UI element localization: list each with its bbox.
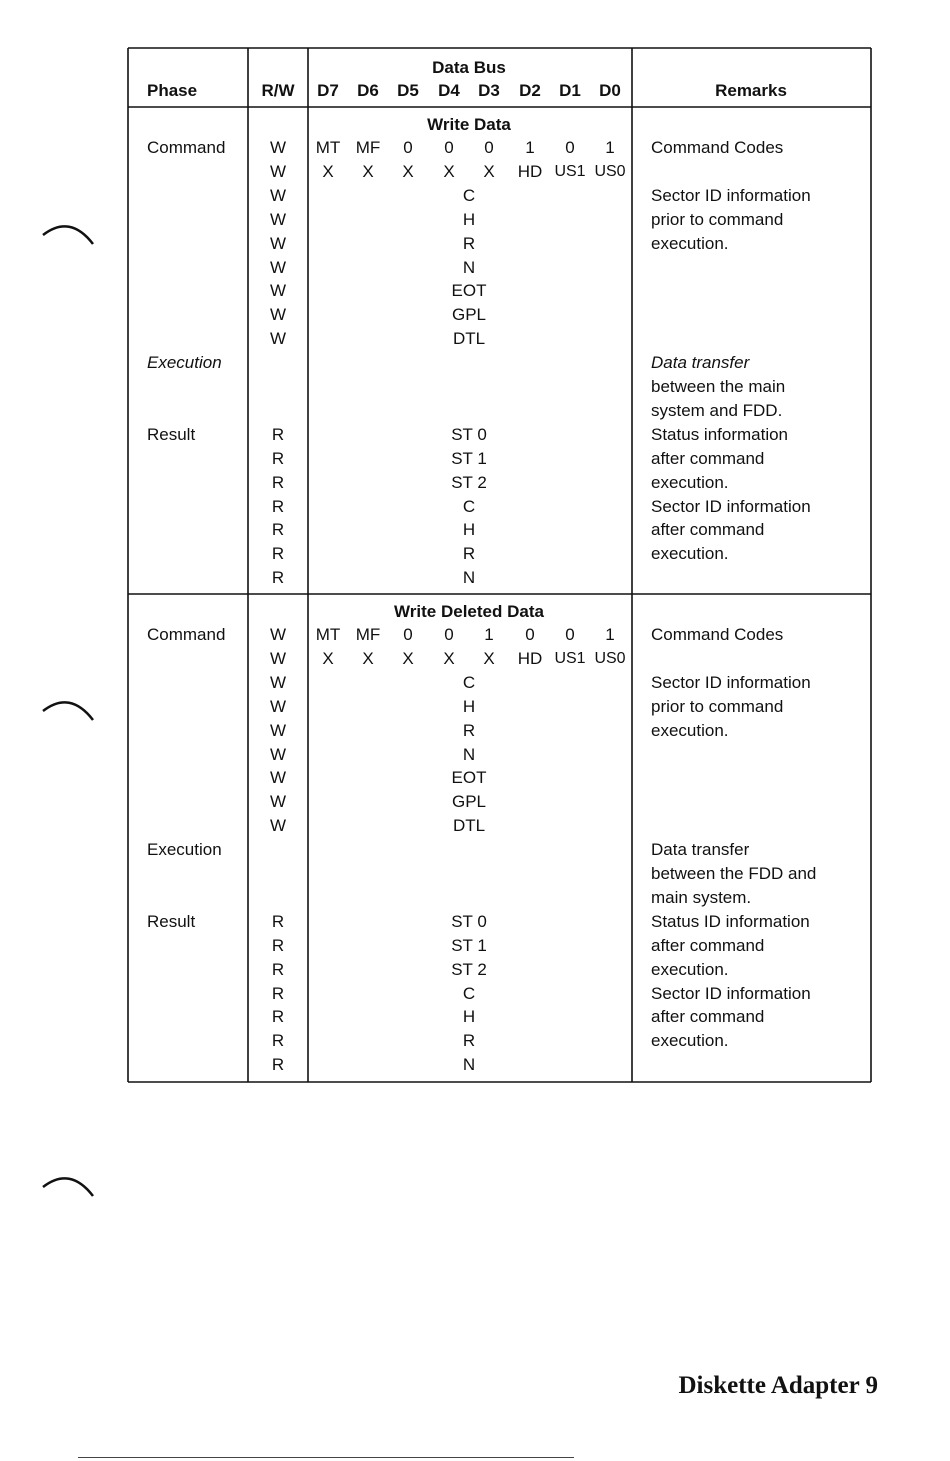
header-data-bus: Data Bus	[432, 58, 506, 77]
remark-line: Data transfer	[651, 353, 750, 373]
field-cell: DTL	[452, 816, 486, 836]
rw-cell: W	[269, 672, 287, 692]
field-cell: N	[462, 744, 476, 764]
bit-cell: 1	[525, 138, 535, 157]
rw-cell: W	[269, 720, 287, 740]
rw-cell: W	[269, 138, 287, 157]
bit-cell: MF	[355, 138, 381, 157]
bit-cell: X	[322, 648, 334, 668]
field-cell: H	[462, 696, 476, 716]
bit-cell: MT	[315, 138, 341, 157]
field-cell: C	[462, 185, 476, 205]
remark-line: prior to command	[651, 696, 784, 716]
rw-cell: W	[269, 209, 287, 229]
header-remarks: Remarks	[715, 81, 787, 100]
header-phase: Phase	[147, 81, 198, 100]
bit-cell: 0	[444, 625, 454, 644]
remark-line: system and FDD.	[651, 400, 783, 420]
rw-cell: W	[269, 161, 287, 181]
phase-label: Command	[147, 138, 226, 157]
section-title: Write Deleted Data	[394, 602, 544, 621]
field-cell: C	[462, 983, 476, 1003]
remark-line: Command Codes	[651, 138, 784, 157]
field-cell: R	[462, 233, 476, 253]
header-bit-d4: D4	[438, 81, 460, 100]
phase-label: Result	[147, 911, 196, 931]
remark-line: execution.	[651, 544, 729, 564]
remark-line: execution.	[651, 233, 729, 253]
bit-cell: X	[402, 161, 414, 181]
rw-cell: R	[271, 983, 285, 1003]
field-cell: C	[462, 496, 476, 516]
bit-cell: X	[443, 161, 455, 181]
phase-label: Execution	[147, 353, 222, 373]
field-cell: ST 1	[451, 935, 487, 955]
bit-cell: 0	[484, 138, 494, 157]
header-bit-d2: D2	[519, 81, 541, 100]
field-cell: N	[462, 568, 476, 588]
header-bit-d3: D3	[478, 81, 500, 100]
remark-line: after command	[651, 1007, 765, 1027]
remark-line: between the main	[651, 377, 786, 396]
rw-cell: W	[269, 816, 287, 836]
rw-cell: W	[269, 625, 287, 644]
phase-label: Command	[147, 625, 226, 644]
bit-cell: X	[483, 161, 495, 181]
rw-cell: R	[271, 544, 285, 564]
field-cell: N	[462, 1055, 476, 1075]
header-rw: R/W	[261, 81, 295, 100]
rw-cell: W	[269, 696, 287, 716]
field-cell: ST 0	[451, 424, 487, 444]
rw-cell: R	[271, 935, 285, 955]
bit-cell: HD	[517, 648, 543, 668]
remark-line: between the FDD and	[651, 864, 817, 883]
rw-cell: R	[271, 424, 285, 444]
rw-cell: W	[269, 329, 287, 349]
rw-cell: R	[271, 472, 285, 492]
rw-cell: R	[271, 911, 285, 931]
bit-cell: X	[362, 161, 374, 181]
remark-line: after command	[651, 935, 765, 955]
remark-line: Command Codes	[651, 625, 784, 644]
rw-cell: R	[271, 959, 285, 979]
remark-line: prior to command	[651, 209, 784, 229]
field-cell: GPL	[451, 792, 487, 812]
binder-tab-mark-middle	[40, 694, 96, 724]
bit-cell: X	[443, 648, 455, 668]
phase-label: Execution	[147, 840, 222, 860]
field-cell: H	[462, 1007, 476, 1027]
bit-cell: US0	[594, 649, 626, 667]
remark-line: Status ID information	[651, 911, 810, 931]
bit-cell: 0	[403, 625, 413, 644]
header-bit-d1: D1	[559, 81, 581, 100]
remark-line: execution.	[651, 1031, 729, 1051]
field-cell: ST 1	[451, 448, 487, 468]
bit-cell: US1	[554, 649, 586, 667]
remark-line: Sector ID information	[651, 672, 811, 692]
field-cell: ST 2	[451, 959, 487, 979]
field-cell: R	[462, 544, 476, 564]
rw-cell: W	[269, 257, 287, 277]
bit-cell: X	[402, 648, 414, 668]
field-cell: C	[462, 672, 476, 692]
bit-cell: X	[362, 648, 374, 668]
bit-cell: X	[322, 161, 334, 181]
section-title: Write Data	[427, 115, 511, 134]
rw-cell: R	[271, 1055, 285, 1075]
header-bit-d6: D6	[357, 81, 379, 100]
remark-line: execution.	[651, 472, 729, 492]
field-cell: ST 0	[451, 911, 487, 931]
bottom-rule	[78, 1457, 574, 1458]
rw-cell: R	[271, 1007, 285, 1027]
binder-tab-mark-top	[40, 218, 96, 248]
field-cell: R	[462, 1031, 476, 1051]
field-cell: R	[462, 720, 476, 740]
rw-cell: R	[271, 568, 285, 588]
field-cell: ST 2	[451, 472, 487, 492]
rw-cell: W	[269, 648, 287, 668]
bit-cell: 1	[484, 625, 494, 644]
field-cell: H	[462, 520, 476, 540]
bit-cell: 0	[525, 625, 535, 644]
bit-cell: US0	[594, 162, 626, 180]
rw-cell: W	[269, 744, 287, 764]
field-cell: EOT	[451, 768, 487, 788]
rw-cell: W	[269, 792, 287, 812]
remark-line: after command	[651, 448, 765, 468]
bit-cell: X	[483, 648, 495, 668]
rw-cell: W	[269, 305, 287, 325]
remark-line: after command	[651, 520, 765, 540]
page-footer-title: Diskette Adapter 9	[678, 1372, 878, 1399]
rw-cell: R	[271, 496, 285, 516]
bit-cell: US1	[554, 162, 586, 180]
field-cell: DTL	[452, 329, 486, 349]
remark-line: main system.	[651, 887, 752, 907]
remark-line: Data transfer	[651, 840, 750, 860]
field-cell: GPL	[451, 305, 487, 325]
rw-cell: R	[271, 1031, 285, 1051]
header-bit-d5: D5	[397, 81, 419, 100]
bit-cell: 0	[565, 138, 575, 157]
binder-tab-mark-bottom	[40, 1170, 96, 1200]
field-cell: EOT	[451, 281, 487, 301]
rw-cell: R	[271, 520, 285, 540]
bit-cell: 0	[565, 625, 575, 644]
bit-cell: MF	[355, 625, 381, 644]
bit-cell: 0	[444, 138, 454, 157]
phase-label: Result	[147, 424, 196, 444]
remark-line: Sector ID information	[651, 983, 811, 1003]
remark-line: execution.	[651, 720, 729, 740]
rw-cell: W	[269, 281, 287, 301]
rw-cell: W	[269, 768, 287, 788]
rw-cell: W	[269, 185, 287, 205]
remark-line: Status information	[651, 424, 789, 444]
remark-line: Sector ID information	[651, 496, 811, 516]
bit-cell: HD	[517, 161, 543, 181]
remark-line: Sector ID information	[651, 185, 811, 205]
rw-cell: R	[271, 448, 285, 468]
field-cell: H	[462, 209, 476, 229]
bit-cell: 1	[605, 625, 615, 644]
remark-line: execution.	[651, 959, 729, 979]
header-bit-d7: D7	[317, 81, 339, 100]
header-bit-d0: D0	[599, 81, 621, 100]
bit-cell: 1	[605, 138, 615, 157]
rw-cell: W	[269, 233, 287, 253]
bit-cell: 0	[403, 138, 413, 157]
bit-cell: MT	[315, 625, 341, 644]
field-cell: N	[462, 257, 476, 277]
